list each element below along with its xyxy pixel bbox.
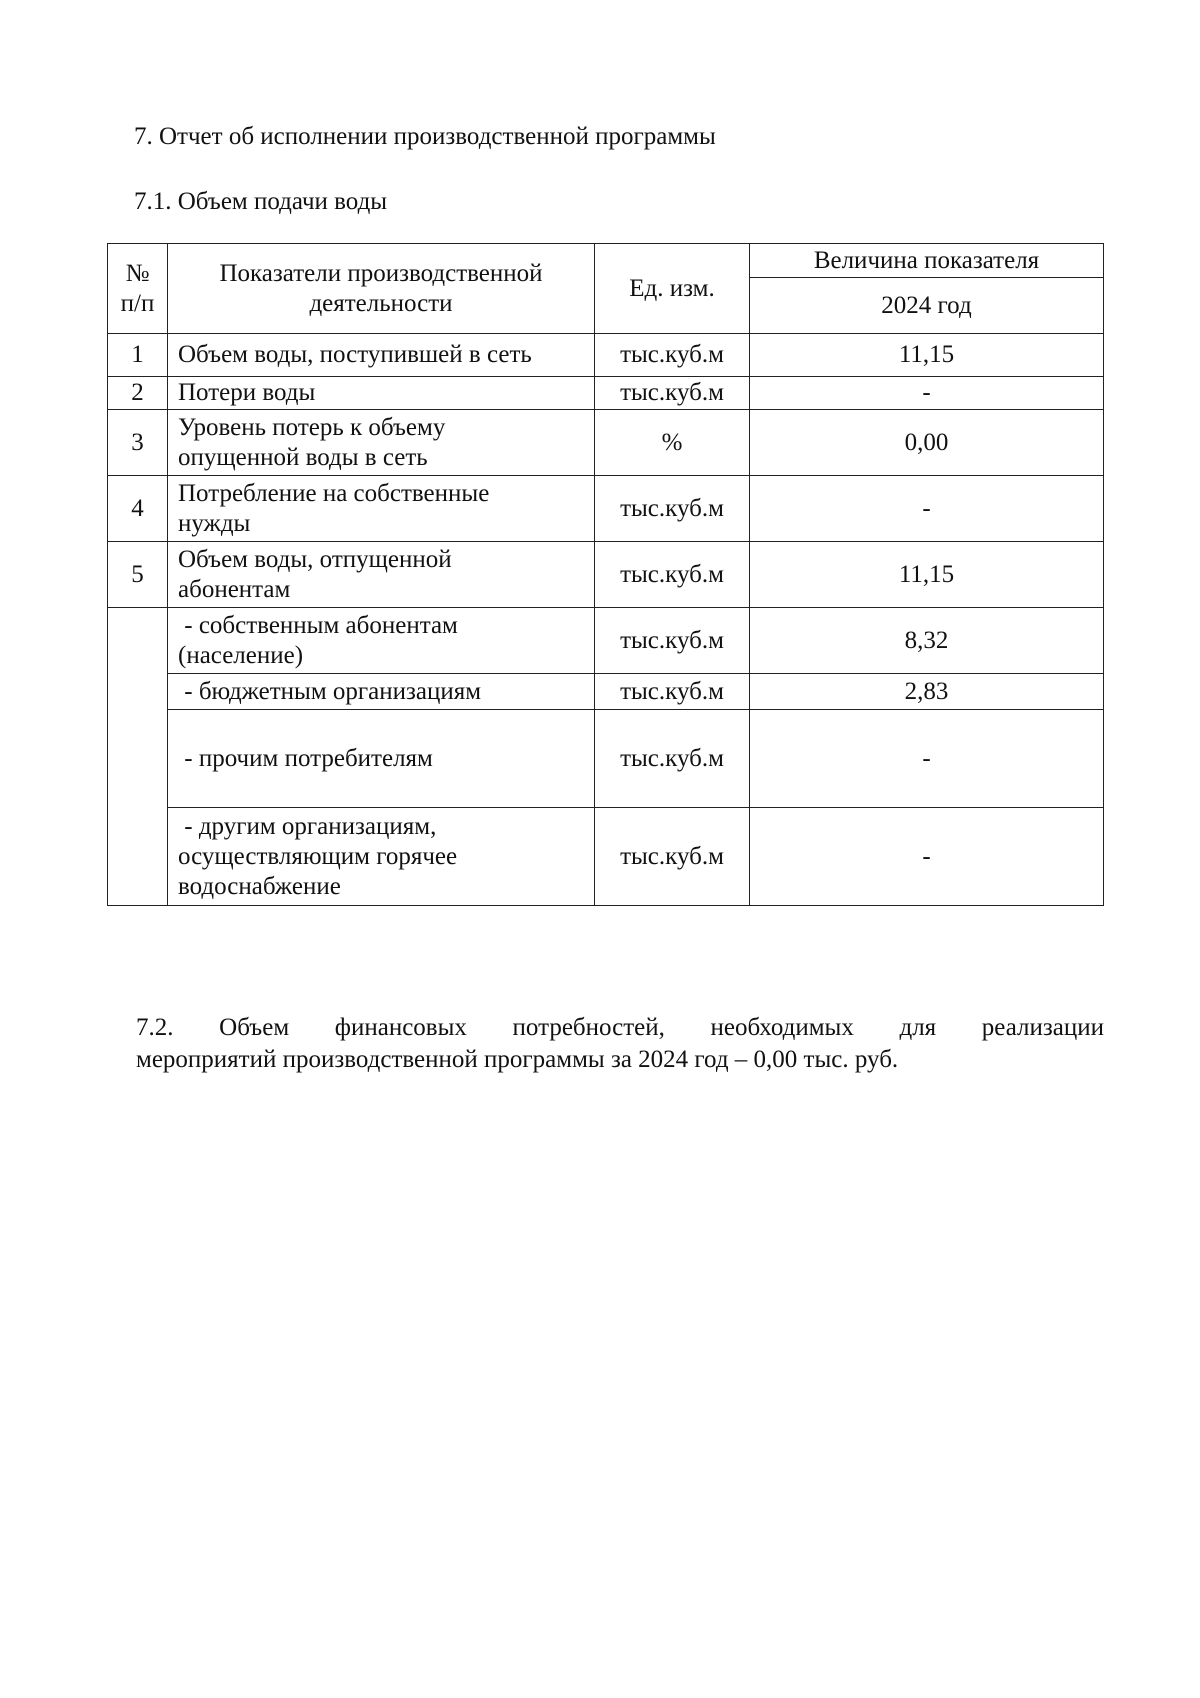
- subrow-indicator-line3: водоснабжение: [178, 872, 341, 900]
- table-subrow: [108, 674, 1104, 710]
- header-indicator-line1: Показатели производственной: [219, 259, 543, 287]
- row-unit-cell: %: [595, 410, 750, 476]
- water-supply-table: [107, 243, 1104, 906]
- row-num-cell: 4: [108, 476, 168, 542]
- subrows-num-cell: [108, 608, 168, 906]
- row-indicator-line1: Потребление на собственные: [178, 479, 490, 507]
- row-indicator-cell: Объем воды, поступившей в сеть: [168, 334, 595, 377]
- subrow-indicator-line2: осуществляющим горячее: [178, 842, 458, 870]
- subrow-value-cell: -: [750, 710, 1104, 808]
- table-row: [108, 410, 1104, 476]
- row-num-cell: 2: [108, 377, 168, 410]
- table-subrow: [108, 710, 1104, 808]
- subrow-indicator-cell: [168, 808, 595, 906]
- financial-needs-paragraph: [136, 1012, 1104, 1076]
- subrow-value-cell: 8,32: [750, 608, 1104, 674]
- row-indicator-line1: Уровень потерь к объему: [178, 413, 446, 441]
- subrow-indicator-line1: - другим организациям,: [178, 812, 437, 840]
- row-indicator-line2: абонентам: [178, 575, 291, 603]
- header-num-cell: [108, 244, 168, 334]
- row-indicator-line1: Объем воды, отпущенной: [178, 545, 452, 573]
- header-num-line1: №: [125, 259, 150, 287]
- row-num-cell: 1: [108, 334, 168, 377]
- table-row: [108, 542, 1104, 608]
- row-value-cell: -: [750, 377, 1104, 410]
- subrow-value-cell: -: [750, 808, 1104, 906]
- subrow-indicator-cell: - прочим потребителям: [168, 710, 595, 808]
- header-unit-cell: Ед. изм.: [595, 244, 750, 334]
- row-value-cell: -: [750, 476, 1104, 542]
- table-row: [108, 334, 1104, 377]
- row-indicator-cell: [168, 542, 595, 608]
- subrow-indicator-line2: (население): [178, 641, 304, 669]
- paragraph-line1: 7.2. Объем финансовых потребностей, необходимых для реализации: [136, 1014, 1104, 1041]
- row-unit-cell: тыс.куб.м: [595, 377, 750, 410]
- table-row: [108, 377, 1104, 410]
- row-indicator-cell: Потери воды: [168, 377, 595, 410]
- header-year-cell: 2024 год: [750, 278, 1104, 334]
- table-subrow: [108, 808, 1104, 906]
- subrow-indicator-cell: - бюджетным организациям: [168, 674, 595, 710]
- header-value-group-cell: Величина показателя: [750, 244, 1104, 278]
- row-indicator-cell: [168, 476, 595, 542]
- row-value-cell: 11,15: [750, 542, 1104, 608]
- row-unit-cell: тыс.куб.м: [595, 334, 750, 377]
- subrow-indicator-line1: - собственным абонентам: [178, 611, 458, 639]
- table-header-row: [108, 244, 1104, 278]
- row-unit-cell: тыс.куб.м: [595, 476, 750, 542]
- subrow-indicator-cell: [168, 608, 595, 674]
- header-indicator-cell: [168, 244, 595, 334]
- subrow-unit-cell: тыс.куб.м: [595, 608, 750, 674]
- row-indicator-line2: опущенной воды в сеть: [178, 443, 428, 471]
- table-row: [108, 476, 1104, 542]
- paragraph-line2: мероприятий производственной программы за 2024 год – 0,00 тыс. руб.: [136, 1046, 899, 1073]
- subsection-heading: 7.1. Объем подачи воды: [134, 188, 388, 215]
- section-heading: 7. Отчет об исполнении производственной программы: [134, 123, 716, 150]
- row-value-cell: 11,15: [750, 334, 1104, 377]
- subrow-unit-cell: тыс.куб.м: [595, 808, 750, 906]
- table-subrow: [108, 608, 1104, 674]
- header-indicator-line2: деятельности: [309, 289, 453, 317]
- row-num-cell: 5: [108, 542, 168, 608]
- subrow-value-cell: 2,83: [750, 674, 1104, 710]
- row-value-cell: 0,00: [750, 410, 1104, 476]
- subrow-unit-cell: тыс.куб.м: [595, 710, 750, 808]
- subrow-unit-cell: тыс.куб.м: [595, 674, 750, 710]
- row-unit-cell: тыс.куб.м: [595, 542, 750, 608]
- row-num-cell: 3: [108, 410, 168, 476]
- row-indicator-cell: [168, 410, 595, 476]
- row-indicator-line2: нужды: [178, 509, 251, 537]
- header-num-line2: п/п: [120, 289, 155, 317]
